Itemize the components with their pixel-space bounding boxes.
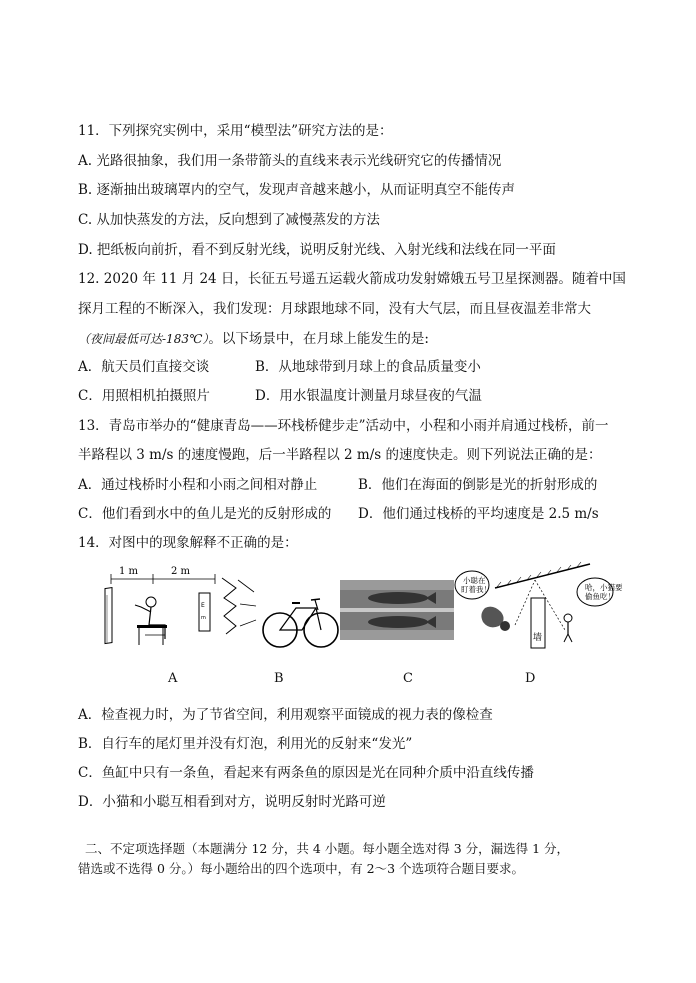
section2-line2	[78, 860, 524, 878]
q14-option-b: B．自行车的尾灯里并没有灯泡，利用光的反射来“发光”	[78, 736, 413, 752]
q14-stem: 14．对图中的现象解释不正确的是：	[78, 535, 298, 551]
q13-option-a: A．通过栈桥时小程和小雨之间相对静止	[78, 477, 318, 493]
q12-option-c: C．用照相机拍摄照片	[78, 388, 210, 404]
wall-label: 墙	[533, 633, 543, 643]
svg-text:E: E	[201, 602, 205, 609]
figure-label-d: D	[525, 671, 536, 686]
figure-b-bicycle-reflector	[218, 570, 338, 650]
q13-option-c: C．他们看到水中的鱼儿是光的反射形成的	[78, 506, 332, 522]
figure-d-cat-and-boy	[455, 560, 623, 655]
q12-temp-note: （夜间最低可达-183℃）	[78, 332, 209, 346]
bubble-right-line2: 偷鱼吃！	[585, 592, 615, 601]
q14-option-d: D．小猫和小聪互相看到对方，说明反射时光路可逆	[78, 794, 386, 810]
bubble-left-line1: 小聪在	[463, 576, 486, 585]
figure-a-eye-test	[95, 565, 225, 660]
q11-option-b: B. 逐渐抽出玻璃罩内的空气，发现声音越来越小，从而证明真空不能传声	[78, 182, 516, 198]
q13-stem-line2: 半路程以 3 m/s 的速度慢跑，后一半路程以 2 m/s 的速度快走。则下列说法正确的是：	[78, 447, 602, 463]
svg-text:m: m	[201, 615, 206, 621]
figure-c-fish-tank	[340, 580, 454, 640]
figure-label-a: A	[168, 671, 178, 686]
dist-2m-label: 2 m	[171, 566, 191, 577]
q12-option-a: A．航天员们直接交谈	[78, 359, 210, 375]
q11-option-d: D. 把纸板向前折，看不到反射光线，说明反射光线、入射光线和法线在同一平面	[78, 242, 556, 258]
section2-note: 错选或不选得 0 分。）	[78, 861, 201, 876]
q12-stem-line3-rest: 。以下场景中，在月球上能发生的是:	[208, 331, 429, 347]
q13-option-b: B．他们在海面的倒影是光的折射形成的	[358, 477, 598, 493]
q11-option-c: C. 从加快蒸发的方法，反向想到了减慢蒸发的方法	[78, 212, 380, 228]
q11-stem: 11．下列探究实例中，采用“模型法”研究方法的是：	[78, 123, 393, 139]
q13-stem-line1: 13．青岛市举办的“健康青岛——环栈桥健步走”活动中，小程和小雨并肩通过栈桥，前一	[78, 418, 609, 434]
q12-option-d: D．用水银温度计测量月球昼夜的气温	[255, 388, 482, 404]
bubble-right-line1: 哈，小猫要	[585, 583, 623, 592]
figure-label-b: B	[274, 671, 284, 686]
bubble-left-line2: 盯着我！	[461, 585, 491, 594]
q12-option-b: B．从地球带到月球上的食品质量变小	[255, 359, 481, 375]
figure-label-c: C	[403, 671, 413, 686]
q14-option-a: A．检查视力时，为了节省空间，利用观察平面镜成的视力表的像检查	[78, 707, 493, 723]
q13-option-d: D．他们通过栈桥的平均速度是 2.5 m/s	[358, 506, 599, 522]
q12-stem-line2: 探月工程的不断深入，我们发现：月球跟地球不同，没有大气层，而且昼夜温差非常大	[78, 301, 591, 317]
q12-stem-line1: 12. 2020 年 11 月 24 日，长征五号遥五运载火箭成功发射嫦娥五号卫星探测器。随着中国	[78, 271, 626, 287]
q11-option-a: A. 光路很抽象，我们用一条带箭头的直线来表示光线研究它的传播情况	[78, 153, 502, 169]
dist-1m-label: 1 m	[119, 566, 139, 577]
q12-stem-line3	[78, 330, 429, 348]
q14-option-c: C．鱼缸中只有一条鱼，看起来有两条鱼的原因是光在同种介质中沿直线传播	[78, 765, 534, 781]
section2-line1: 二、不定项选择题（本题满分 12 分，共 4 小题。每小题全选对得 3 分，漏选得 1 分，	[85, 841, 570, 856]
section2-rest: 每小题给出的四个选项中，有 2～3 个选项符合题目要求。	[200, 861, 525, 876]
